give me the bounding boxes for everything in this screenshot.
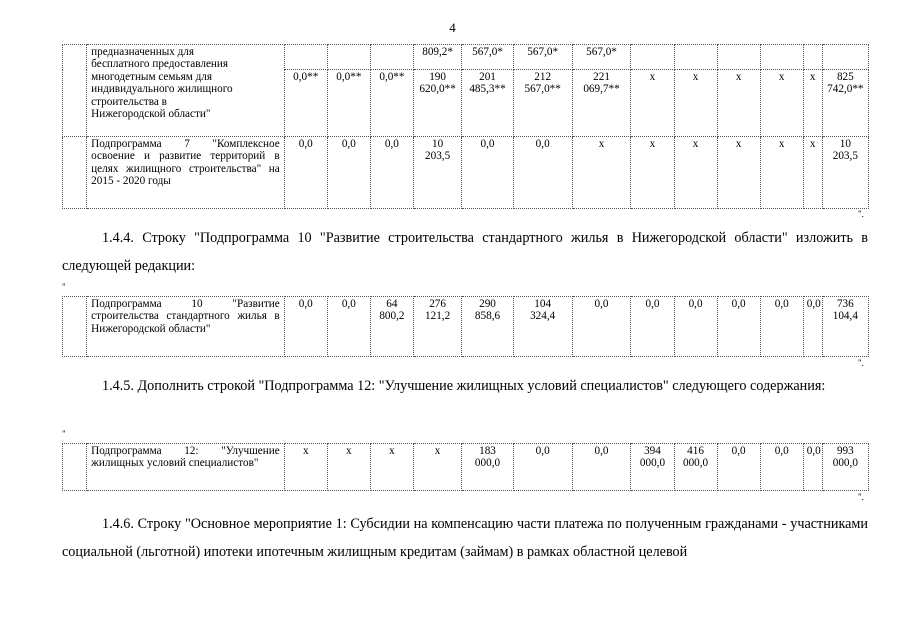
value-cell: 290 858,6 [462, 297, 513, 357]
value-cell: 0,0 [462, 137, 513, 209]
table-row [63, 137, 869, 209]
value-cell: 0,0** [327, 70, 370, 137]
paragraph-1-4-5: 1.4.5. Дополнить строкой "Подпрограмма 12: "Улучшение жилищных условий специалистов" следующего содержания: [102, 378, 826, 394]
value-cell: 0,0 [284, 297, 327, 357]
opening-quote: " [62, 282, 66, 292]
page-number: 4 [449, 20, 456, 35]
value-cell: 183 000,0 [462, 444, 513, 491]
value-cell: 993 000,0 [822, 444, 868, 491]
value-cell: 0,0 [760, 297, 803, 357]
value-cell: 394 000,0 [631, 444, 674, 491]
value-cell: 0,0 [370, 137, 413, 209]
value-cell: 567,0* [462, 45, 513, 70]
table-row [63, 444, 869, 491]
table-row [63, 297, 869, 357]
closing-quote: ". [858, 358, 864, 368]
row-description: Подпрограмма 12: "Улучшение жилищных условий специалистов" [87, 444, 285, 491]
table-subprogram-12 [62, 443, 869, 491]
value-cell: 0,0 [717, 297, 760, 357]
table-row [63, 45, 869, 70]
value-cell: 825 742,0** [822, 70, 868, 137]
value-cell: 567,0* [572, 45, 631, 70]
value-cell: 0,0 [760, 444, 803, 491]
value-cell: 276 121,2 [413, 297, 461, 357]
closing-quote: ". [858, 209, 864, 219]
value-cell: 0,0 [572, 444, 631, 491]
value-cell: 0,0 [631, 297, 674, 357]
row-description: Подпрограмма 7 "Комплексное освоение и развитие территорий в целях жилищного строительства" на 2015 - 2020 годы [87, 137, 285, 209]
value-cell: 10 203,5 [413, 137, 461, 209]
value-cell: 0,0 [513, 137, 572, 209]
value-cell: 0,0 [674, 297, 717, 357]
paragraph-1-4-6: 1.4.6. Строку "Основное мероприятие 1: Субсидии на компенсацию части платежа по полученным гражданами - участниками социальной (льготной) ипотеки ипотечным жилищным кредитам (займам) в рамках областной целевой [62, 516, 868, 560]
value-cell: 104 324,4 [513, 297, 572, 357]
value-cell: 212 567,0** [513, 70, 572, 137]
value-cell: 221 069,7** [572, 70, 631, 137]
value-cell: x [760, 70, 803, 137]
value-cell: 0,0** [370, 70, 413, 137]
value-cell: x [327, 444, 370, 491]
value-cell: 10 203,5 [822, 137, 868, 209]
empty-cell [63, 444, 87, 491]
value-cell: x [803, 70, 822, 137]
value-cell: 190 620,0** [413, 70, 461, 137]
value-cell: x [760, 137, 803, 209]
value-cell: 0,0 [717, 444, 760, 491]
paragraph-1-4-4: 1.4.4. Строку "Подпрограмма 10 "Развитие строительства стандартного жилья в Нижегородской области" изложить в следующей редакции: [62, 230, 868, 274]
table-subprogram-10 [62, 296, 869, 357]
value-cell: 0,0 [803, 297, 822, 357]
table-subprograms-1 [62, 44, 869, 209]
value-cell: 567,0* [513, 45, 572, 70]
value-cell: 736 104,4 [822, 297, 868, 357]
value-cell: 201 485,3** [462, 70, 513, 137]
value-cell: x [717, 137, 760, 209]
value-cell: 416 000,0 [674, 444, 717, 491]
value-cell: 0,0** [284, 70, 327, 137]
value-cell: x [803, 137, 822, 209]
value-cell: x [370, 444, 413, 491]
value-cell: 0,0 [327, 137, 370, 209]
value-cell: x [284, 444, 327, 491]
value-cell: x [572, 137, 631, 209]
row-description: Подпрограмма 10 "Развитие строительства стандартного жилья в Нижегородской области" [87, 297, 285, 357]
empty-cell [63, 297, 87, 357]
value-cell: 0,0 [513, 444, 572, 491]
value-cell: x [631, 137, 674, 209]
value-cell: 64 800,2 [370, 297, 413, 357]
value-cell: x [631, 70, 674, 137]
value-cell: 809,2* [413, 45, 461, 70]
value-cell: x [674, 70, 717, 137]
empty-cell [63, 137, 87, 209]
value-cell: 0,0 [572, 297, 631, 357]
value-cell: x [674, 137, 717, 209]
value-cell: x [717, 70, 760, 137]
empty-cell [63, 45, 87, 137]
row-description: предназначенных для бесплатного предоставления многодетным семьям для индивидуального жилищного строительства в Нижегородской области" [87, 45, 285, 137]
value-cell: 0,0 [327, 297, 370, 357]
value-cell: 0,0 [803, 444, 822, 491]
opening-quote: " [62, 429, 66, 439]
value-cell: x [413, 444, 461, 491]
closing-quote: ". [858, 492, 864, 502]
value-cell: 0,0 [284, 137, 327, 209]
